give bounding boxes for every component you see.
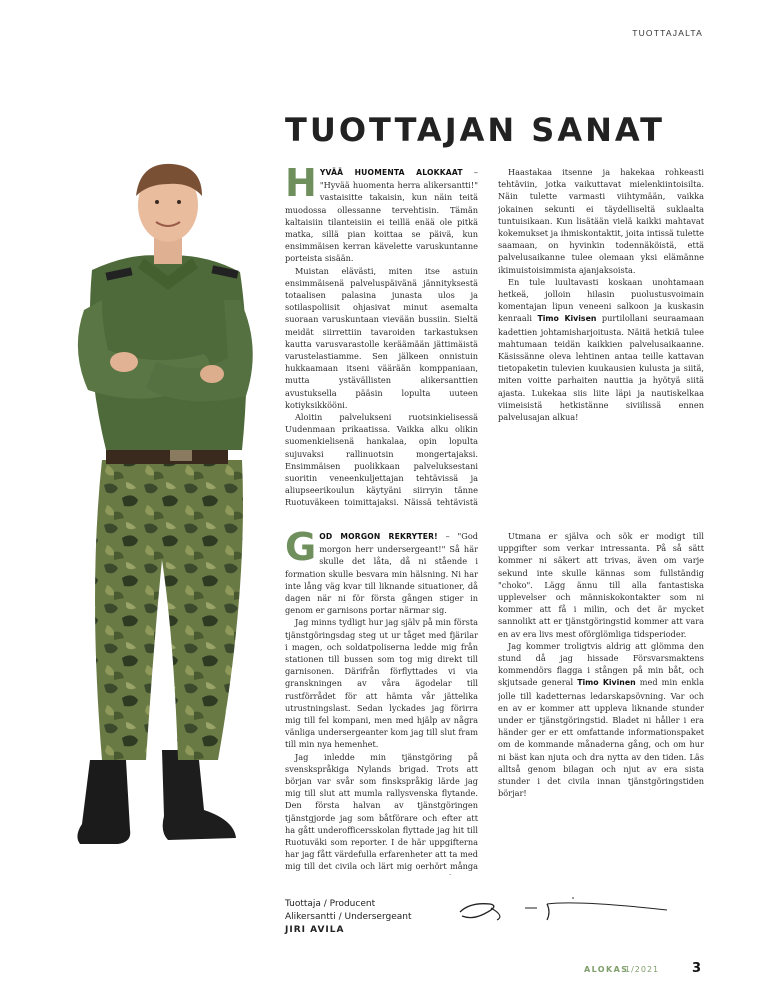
role-line: Alikersantti / Undersergeant [285, 912, 412, 922]
swedish-paragraph: Utmana er själva och sök er modigt till uppgifter som verkar intressanta. På så sätt kommer ni säkert att trivas, även om varje sekund inte skulle kännas som fullständig "choko". Lägg ännu till alla fantastiska upplevelser och människokontakter som ni kommer att få i milin, och det är mycket sannolikt att er tjänstgöringstid kommer att vara en av era livs mest oförglömliga tidsperioder. [498, 531, 704, 639]
finnish-paragraph: Haastakaa itsenne ja hakekaa rohkeasti tehtäviin, jotka vaikuttavat mielenkiintoisilta. Näin tulette varmasti viihtymään, vaikka jokainen sekunti ei täydelliseltä suklaalta tuntuisikaan. Kun lisätään vielä kaikki mahtavat kokemukset ja ihmiskontaktit, joita intissä tulette saamaan, on hyvinkin todennäköistä, että palvelusaikanne tulee olemaan yksi elämänne ikimuistoisimmista ajanjaksoista. [498, 167, 704, 275]
swedish-column-2 [498, 530, 704, 875]
finnish-dropcap: H [285, 166, 317, 205]
soldier-photo [62, 160, 280, 880]
page-title: TUOTTAJAN SANAT [285, 111, 665, 149]
finnish-paragraph: En tule luultavasti koskaan unohtamaan hetkeä, jolloin hilasin puolustusvoimain komentajan lipun veneeni salkoon ja kuskasin kenraali Timo Kivisen purtilollani seuraamaan kadettien johtamisharjoitusta. Näitä hetkiä tulee mahtumaan teidän kaikkien palvelusaikaanne. Käsissänne oleva lehtinen antaa teille kattavan tietopaketin tulevien kuukausien kulusta ja siitä, miten voitte parhaiten nauttia ja hyötyä siitä ajasta. Lukekaa siis liite läpi ja nautiskelkaa viimeisistä hetkistänne siviilissä ennen palvelusajan alkua! [498, 276, 704, 423]
issue-number: 1/2021 [625, 965, 660, 974]
section-label: TUOTTAJALTA [632, 28, 703, 38]
swedish-dropcap: G [285, 530, 317, 569]
author-name: JIRI AVILA [285, 925, 345, 935]
general-name: Timo Kivisen [537, 314, 597, 324]
page-number: 3 [692, 961, 702, 976]
finnish-column-1: HYVÄÄ HUOMENTA ALOKKAAT – "Hyvää huomenta herra alikersantti!" vastaisitte takaisin, kun näin teitä muodossa ollessanne tervehtisin. Tämän kaltaisiin tilanteisiin ei teillä enää ole pitkä matka, sillä pian koittaa se päivä, kun ensimmäisen kerran kävelette varuskuntanne porteista sisään. Muistan elävästi, miten itse astuin ensimmäisenä palveluspäivänä jännityksestä totaalisen palasina junasta ulos ja sotilaspoliisit ohjasivat minut asemalta suoraan varuskuntaan vievään bussiin. Sieltä meidät siirrettiin tavaroiden tarkastuksen kautta varusvarastolle keräämään jättimäistä varustelastiamme. Sen jälkeen onnistuin hukkaamaan itseni väärään komppaniaan, mutta ystävällisten alikersanttien avustuksella pääsin lopulta uuteen kotiyksikkööni. Aloitin palvelukseni ruotsinkielisessä Uudenmaan prikaatissa. Vaikka alku olikin suomenkielisenä hankalaa, opin lopulta sujuvaksi rallinuotsin mongertajaksi. Ensimmäisen puolikkaan palveluksestani suoritin veneenkuljettajan tehtävissä ja aliupseerikoulun käytyäni siirryin tänne Ruotuväkeen toimittajaksi. Näissä tehtävistä [285, 166, 478, 510]
handwritten-signature [455, 890, 685, 930]
magazine-name: ALOKAS [584, 965, 629, 974]
finnish-column-2 [498, 166, 704, 510]
swedish-lead: OD MORGON REKRYTER! [319, 532, 438, 541]
signature-block [285, 898, 412, 937]
swedish-paragraph: Jag inledde min tjänstgöring på svenskspråkiga Nylands brigad. Trots att början var svår som finskspråkig lärde jag mig till slut att mumla rallysvenska flytande. Den första halvan av tjänstgöringen tjänstgjorde jag som båtförare och efter att ha gått underofficersskolan flyttade jag hit till Ruotuväki som reporter. I de här uppgifterna har jag fått värdefulla erfarenheter att ta med mig till det civila och lärt mig oerhört många [285, 751, 478, 872]
swedish-column-1: GOD MORGON REKRYTER! – "God morgon herr undersergeant!" Så här skulle det låta, då ni stående i formation skulle besvara min hälsning. Ni har inte lång väg kvar till liknande situationer, då dagen när ni för första gången stiger in genom er garnisons portar närmar sig. Jag minns tydligt hur jag själv på min första tjänstgöringsdag steg ut ur tåget med fjärilar i magen, och soldatpoliserna ledde mig från stationen till bussen som tog mig direkt till garnisonen. Därifrån förflyttades vi via granskningen av våra ägodelar till rustförrådet för att hämta vår jättelika utrustningslast. Sedan lyckades jag förirra mig till fel kompani, men med hjälp av några vänliga undersergeanter kom jag till slut fram till min nya hemenhet. Jag inledde min tjänstgöring på svenskspråkiga Nylands brigad. Trots att början var svår som finskspråkig lärde jag mig till slut att mumla rallysvenska flytande. Den första halvan av tjänstgöringen tjänstgjorde jag som båtförare och efter att ha gått underofficersskolan flyttade jag hit till Ruotuväki som reporter. I de här uppgifterna har jag fått värdefulla erfarenheter att ta med mig till det civila och lärt mig oerhört många [285, 530, 478, 875]
swedish-paragraph: Jag kommer troligtvis aldrig att glömma den stund då jag hissade Försvarsmaktens kommendörs flagga i stången på min båt, och skjutsade general Timo Kivinen med min enkla jolle till kadetternas ledarskapsövning. Var och en av er kommer att uppleva liknande stunder under er tjänstgöringstid. Bladet ni håller i era händer ger er ett omfattande informationspaket om de kommande månaderna gång, och om hur ni bäst kan njuta och dra nytta av den tiden. Läs alltså genom bilagan och njut av era sista stunder i det civila innan tjänstgöringstiden börjar! [498, 640, 704, 799]
general-name: Timo Kivinen [577, 678, 636, 688]
finnish-paragraph: Muistan elävästi, miten itse astuin ensimmäisenä palveluspäivänä jännityksestä totaalisen palasina junasta ulos ja sotilaspoliisit ohjasivat minut asemalta suoraan varuskuntaan vievään bussiin. Sieltä meidät siirrettiin tavaroiden tarkastuksen kautta varusvarastolle keräämään jättimäistä varustelastiamme. Sen jälkeen onnistuin hukkaamaan itseni väärään komppaniaan, mutta ystävällisten alikersanttien avustuksella pääsin lopulta uuteen kotiyksikkööni. [285, 265, 478, 410]
role-line: Tuottaja / Producent [285, 899, 376, 909]
finnish-paragraph: Aloitin palvelukseni ruotsinkielisessä Uudenmaan prikaatissa. Vaikka alku olikin suomenkielisenä hankalaa, opin lopulta sujuvaksi rallinuotsin mongertajaksi. Ensimmäisen puolikkaan palveluksestani suoritin veneenkuljettajan tehtävissä ja aliupseerikoulun käytyäni siirryin tänne Ruotuväkeen toimittajaksi. Näissä tehtävistä [285, 412, 478, 508]
finnish-lead: YVÄÄ HUOMENTA ALOKKAAT [319, 168, 463, 177]
swedish-paragraph: Jag minns tydligt hur jag själv på min första tjänstgöringsdag steg ut ur tåget med fjärilar i magen, och soldatpoliserna ledde mig från stationen till bussen som tog mig direkt till garnisonen. Därifrån förflyttades vi via granskningen av våra ägodelar till rustförrådet för att hämta vår jättelika utrustningslast. Sedan lyckades jag förirra mig till fel kompani, men med hjälp av några vänliga undersergeanter kom jag till slut fram till min nya hemenhet. [285, 617, 478, 750]
